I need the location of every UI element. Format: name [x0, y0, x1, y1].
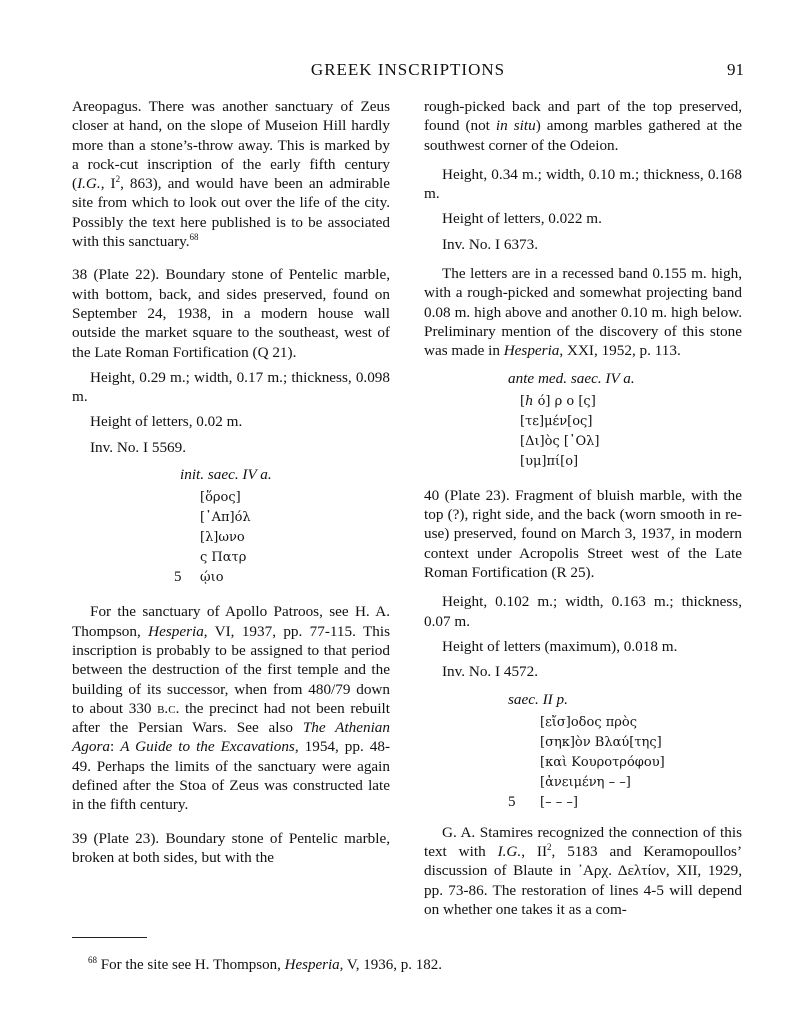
footnote-rule — [72, 937, 147, 938]
inscription-line: [εἴσ]οδος πρὸς — [540, 714, 638, 730]
inscription-line: [υμ]πί[ο] — [520, 453, 579, 469]
inscription-39-date: ante med. saec. IV a. — [508, 369, 635, 387]
inscription-40-date: saec. II p. — [508, 690, 568, 708]
entry-39-inventory: Inv. No. I 6373. — [442, 235, 539, 253]
entry-40-description: 40 (Plate 23). Fragment of bluish marble, with the top (?), right side, and the back (worn smooth in re-use) preserved, found on March 3, 1937, in modern context under Acropolis Street west of the Late Roman Fortification (R 25). — [424, 486, 742, 582]
inscription-line: [ℎ ό] ρ ο [ς] — [520, 393, 596, 409]
running-title: GREEK INSCRIPTIONS — [310, 60, 506, 79]
entry-40-inventory: Inv. No. I 4572. — [442, 663, 539, 681]
line-number: 5 — [174, 569, 182, 586]
entry-39-continuation: rough-picked back and part of the top preserved, found (not in situ) among marbles gathered at the southwest corner of the Odeion. — [424, 98, 742, 154]
entry-39-dimensions: Height, 0.34 m.; width, 0.10 m.; thickness, 0.168 m. — [424, 165, 742, 203]
inscription-38-date: init. saec. IV a. — [180, 466, 272, 484]
inscription-line: [καὶ Κουροτρόφου] — [540, 754, 665, 770]
inscription-line: [λ]ωνο — [200, 530, 245, 546]
entry-38-dimensions: Height, 0.29 m.; width, 0.17 m.; thickness, 0.098 m. — [72, 368, 390, 406]
inscription-40 — [424, 690, 742, 813]
entry-40-dimensions: Height, 0.102 m.; width, 0.163 m.; thickness, 0.07 m. — [424, 593, 742, 630]
entry-38-description: 38 (Plate 22). Boundary stone of Pentelic marble, with bottom, back, and sides preserved, found on September 24, 1938, in a modern house wall outside the market square to the southeast, west of the Late Roman Fortification (Q 21). — [72, 266, 390, 361]
inscription-line-5: 5 [– – –] — [424, 793, 742, 813]
inscription-line: [ὅρος] — [200, 490, 241, 506]
entry-40-letter-height: Height of letters (maximum), 0.018 m. — [442, 637, 678, 655]
right-column — [424, 97, 742, 919]
left-column — [72, 97, 390, 867]
entry-39-letter-height: Height of letters, 0.022 m. — [442, 210, 602, 228]
entry-39-description: 39 (Plate 23). Boundary stone of Pentelic marble, broken at both sides, but with the — [72, 829, 390, 866]
paragraph-areopagus: Areopagus. There was another sanctuary of Zeus closer at hand, on the slope of Museion Hill hardly more than a stone’s-throw away. This is marked by a rock-cut inscription of the early fifth century (I.G., $I^2$, 863), and would have been an admirable site from which to look out over the life of the city. Possibly the text here published is to be associated with this sanctuary.$^{68}$ — [72, 98, 390, 251]
inscription-line-5: 5 ῴιο — [72, 568, 390, 588]
inscription-line: [τε]μέν[ος] — [520, 413, 593, 429]
inscription-line: ς Πατρ — [200, 550, 247, 566]
footnote-68: $^{68}$ For the site see H. Thompson, Hesperia, V, 1936, p. 182. — [88, 955, 443, 973]
inscription-line: [᾿Απ]όλ — [200, 510, 251, 526]
page-number: 91 — [727, 60, 744, 79]
footnote-mark: 68 — [88, 955, 97, 965]
inscription-line: [Δι]ὸς [᾿Ολ] — [520, 433, 600, 449]
paragraph-recessed-band: The letters are in a recessed band 0.155 m. high, with a rough-picked and somewhat projecting band 0.08 m. high above and another 0.10 m. high below. Preliminary mention of the discovery of this stone was made in Hesperia, XXI, 1952, p. 113. — [424, 265, 742, 360]
paragraph-apollo-patroos: For the sanctuary of Apollo Patroos, see H. A. Thompson, Hesperia, VI, 1937, pp. 77-115. This inscription is probably to be assigned to that period between the destruction of the first temple and the building of its successor, when from 480/79 down to about 330 b.c. the precinct had not been rebuilt after the Persian Wars. See also The Athenian Agora: A Guide to the Excavations, 1954, pp. 48-49. Perhaps the limits of the sanctuary were again defined after the Stoa of Zeus was constructed late in the fifth century. — [72, 603, 390, 814]
paragraph-stamires: G. A. Stamires recognized the connection of this text with I.G., $II^2$, 5183 and Keramopoullos’ discussion of Blaute in ᾿Αρχ. Δελτίον, XII, 1929, pp. 73-86. The restoration of lines 4-5 will depend on whether one takes it as a com- — [424, 823, 742, 919]
entry-38-inventory: Inv. No. I 5569. — [90, 438, 187, 456]
inscription-line: [σηκ]ὸν Βλαύ[της] — [540, 734, 662, 750]
inscription-line: [ἀνειμένη – –] — [540, 774, 631, 790]
entry-38-letter-height: Height of letters, 0.02 m. — [90, 413, 243, 431]
page-header — [72, 60, 744, 84]
line-number: 5 — [508, 793, 516, 810]
inscription-39 — [424, 369, 742, 472]
inscription-38 — [72, 465, 390, 588]
